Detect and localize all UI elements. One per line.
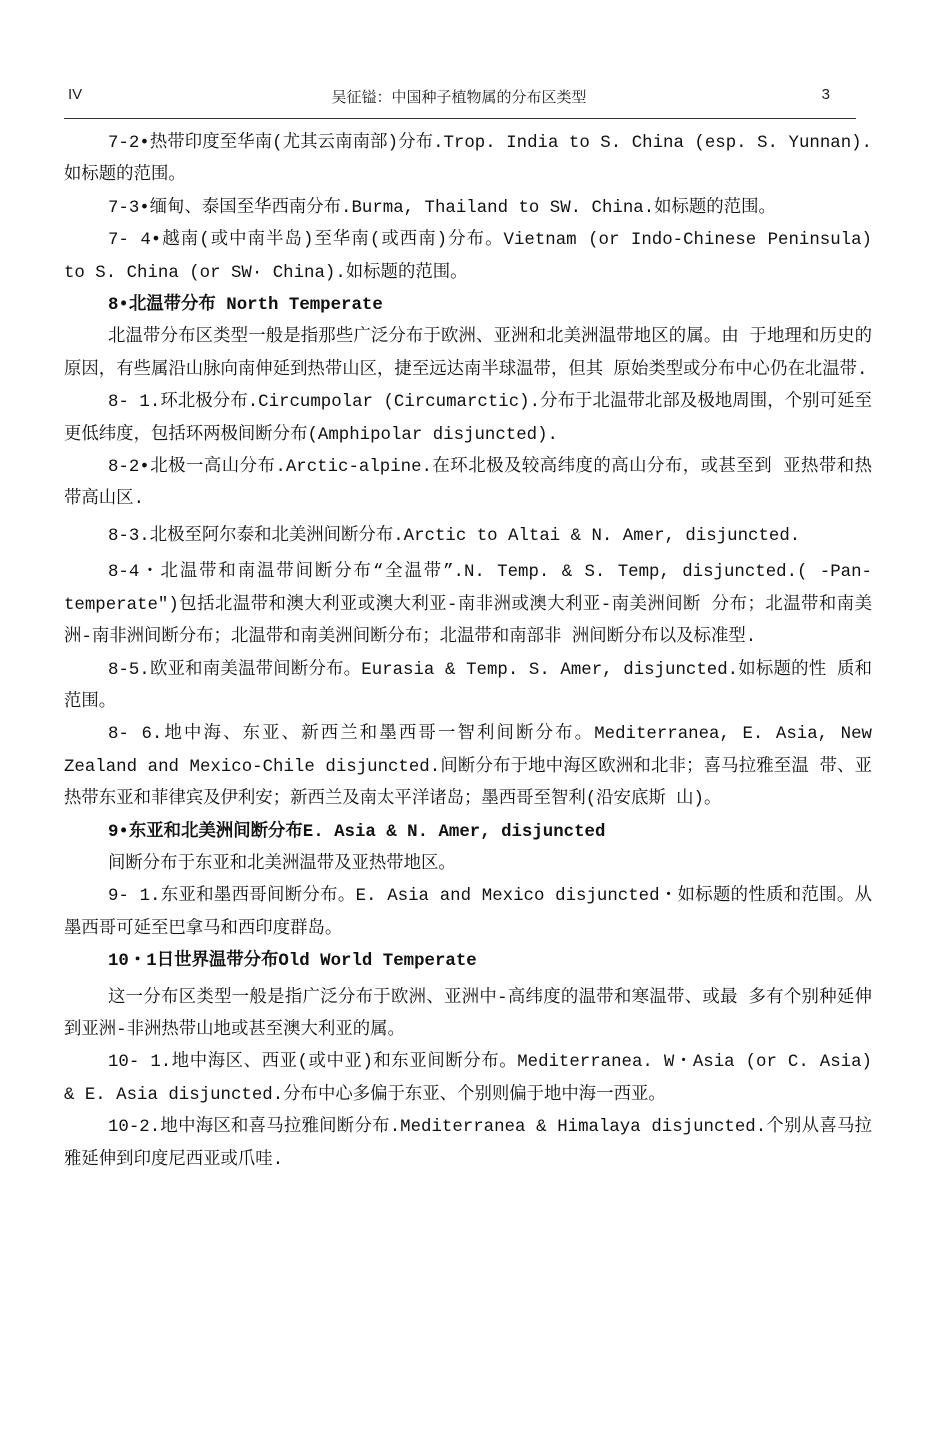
- paragraph-7-3: 7-3•缅甸、泰国至华西南分布.Burma, Thailand to SW. China.如标题的范围。: [108, 198, 776, 218]
- paragraph-8-intro: 北温带分布区类型一般是指那些广泛分布于欧洲、亚洲和北美洲温带地区的属。由 于地理和历史的原因，有些属沿山脉向南伸延到热带山区，捷至远达南半球温带，但其 原始类型或分布中心仍在北温带.: [64, 328, 872, 380]
- section-heading-8: 8•北温带分布 North Temperate: [108, 296, 383, 316]
- header-title: 吴征镒：中国种子植物属的分布区类型: [331, 89, 587, 106]
- paragraph-10-1: 10- 1.地中海区、西亚(或中亚)和东亚间断分布。Mediterranea. W・Asia (or C. Asia) & E. Asia disjuncted.分布中心多偏于东亚、个别则偏于地中海一西亚。: [64, 1053, 872, 1105]
- paragraph-7-4: 7- 4•越南(或中南半岛)至华南(或西南)分布。Vietnam (or Indo-Chinese Peninsula) to S. China (or SW· China).如标题的范围。: [64, 231, 872, 283]
- body-text: [64, 128, 872, 1177]
- section-heading-10: 10・1日世界温带分布Old World Temperate: [108, 952, 477, 972]
- header-rule: [64, 118, 856, 119]
- paragraph-8-6: 8- 6.地中海、东亚、新西兰和墨西哥一智利间断分布。Mediterranea, E. Asia, New Zealand and Mexico-Chile disjuncted.间断分布于地中海区欧洲和北非；喜马拉雅至温 带、亚热带东亚和菲律宾及伊利安；新西兰及南太平洋诸岛；墨西哥至智利(沿安底斯 山)。: [64, 725, 872, 810]
- paragraph-8-4: 8-4・北温带和南温带间断分布“全温带”.N. Temp. & S. Temp, disjuncted.( -Pan-temperate")包括北温带和澳大利亚或澳大利亚-南非洲或澳大利亚-南美洲间断 分布；北温带和南美洲-南非洲间断分布；北温带和南美洲间断分布；北温带和南部非 洲间断分布以及标准型.: [64, 563, 872, 648]
- running-header: [64, 86, 854, 112]
- paragraph-9-1: 9- 1.东亚和墨西哥间断分布。E. Asia and Mexico disjuncted・如标题的性质和范围。从墨西哥可延至巴拿马和西印度群岛。: [64, 887, 872, 939]
- paragraph-8-5: 8-5.欧亚和南美温带间断分布。Eurasia & Temp. S. Amer, disjuncted.如标题的性 质和范围。: [64, 660, 872, 712]
- paragraph-10-2: 10-2.地中海区和喜马拉雅间断分布.Mediterranea & Himalaya disjuncted.个别从喜马拉雅延伸到印度尼西亚或爪哇.: [64, 1118, 872, 1170]
- section-heading-9: 9•东亚和北美洲间断分布E. Asia & N. Amer, disjuncted: [108, 822, 606, 842]
- paragraph-10-intro: 这一分布区类型一般是指广泛分布于欧洲、亚洲中-高纬度的温带和寒温带、或最 多有个别种延伸到亚洲-非洲热带山地或甚至澳大利亚的属。: [64, 988, 872, 1040]
- paragraph-8-1: 8- 1.环北极分布.Circumpolar (Circumarctic).分布于北温带北部及极地周围，个别可延至更低纬度，包括环两极间断分布(Amphipolar disjuncted).: [64, 393, 872, 445]
- paragraph-7-2: 7-2•热带印度至华南(尤其云南南部)分布.Trop. India to S. China (esp. S. Yunnan).如标题的范围。: [64, 134, 872, 186]
- page-number: 3: [821, 86, 830, 103]
- header-volume: IV: [68, 86, 83, 103]
- paragraph-9-intro: 间断分布于东亚和北美洲温带及亚热带地区。: [108, 854, 456, 874]
- paragraph-8-3: 8-3.北极至阿尔泰和北美洲间断分布.Arctic to Altai & N. Amer, disjuncted.: [108, 526, 801, 546]
- paragraph-8-2: 8-2•北极一高山分布.Arctic-alpine.在环北极及较高纬度的高山分布，或甚至到 亚热带和热带高山区.: [64, 458, 872, 510]
